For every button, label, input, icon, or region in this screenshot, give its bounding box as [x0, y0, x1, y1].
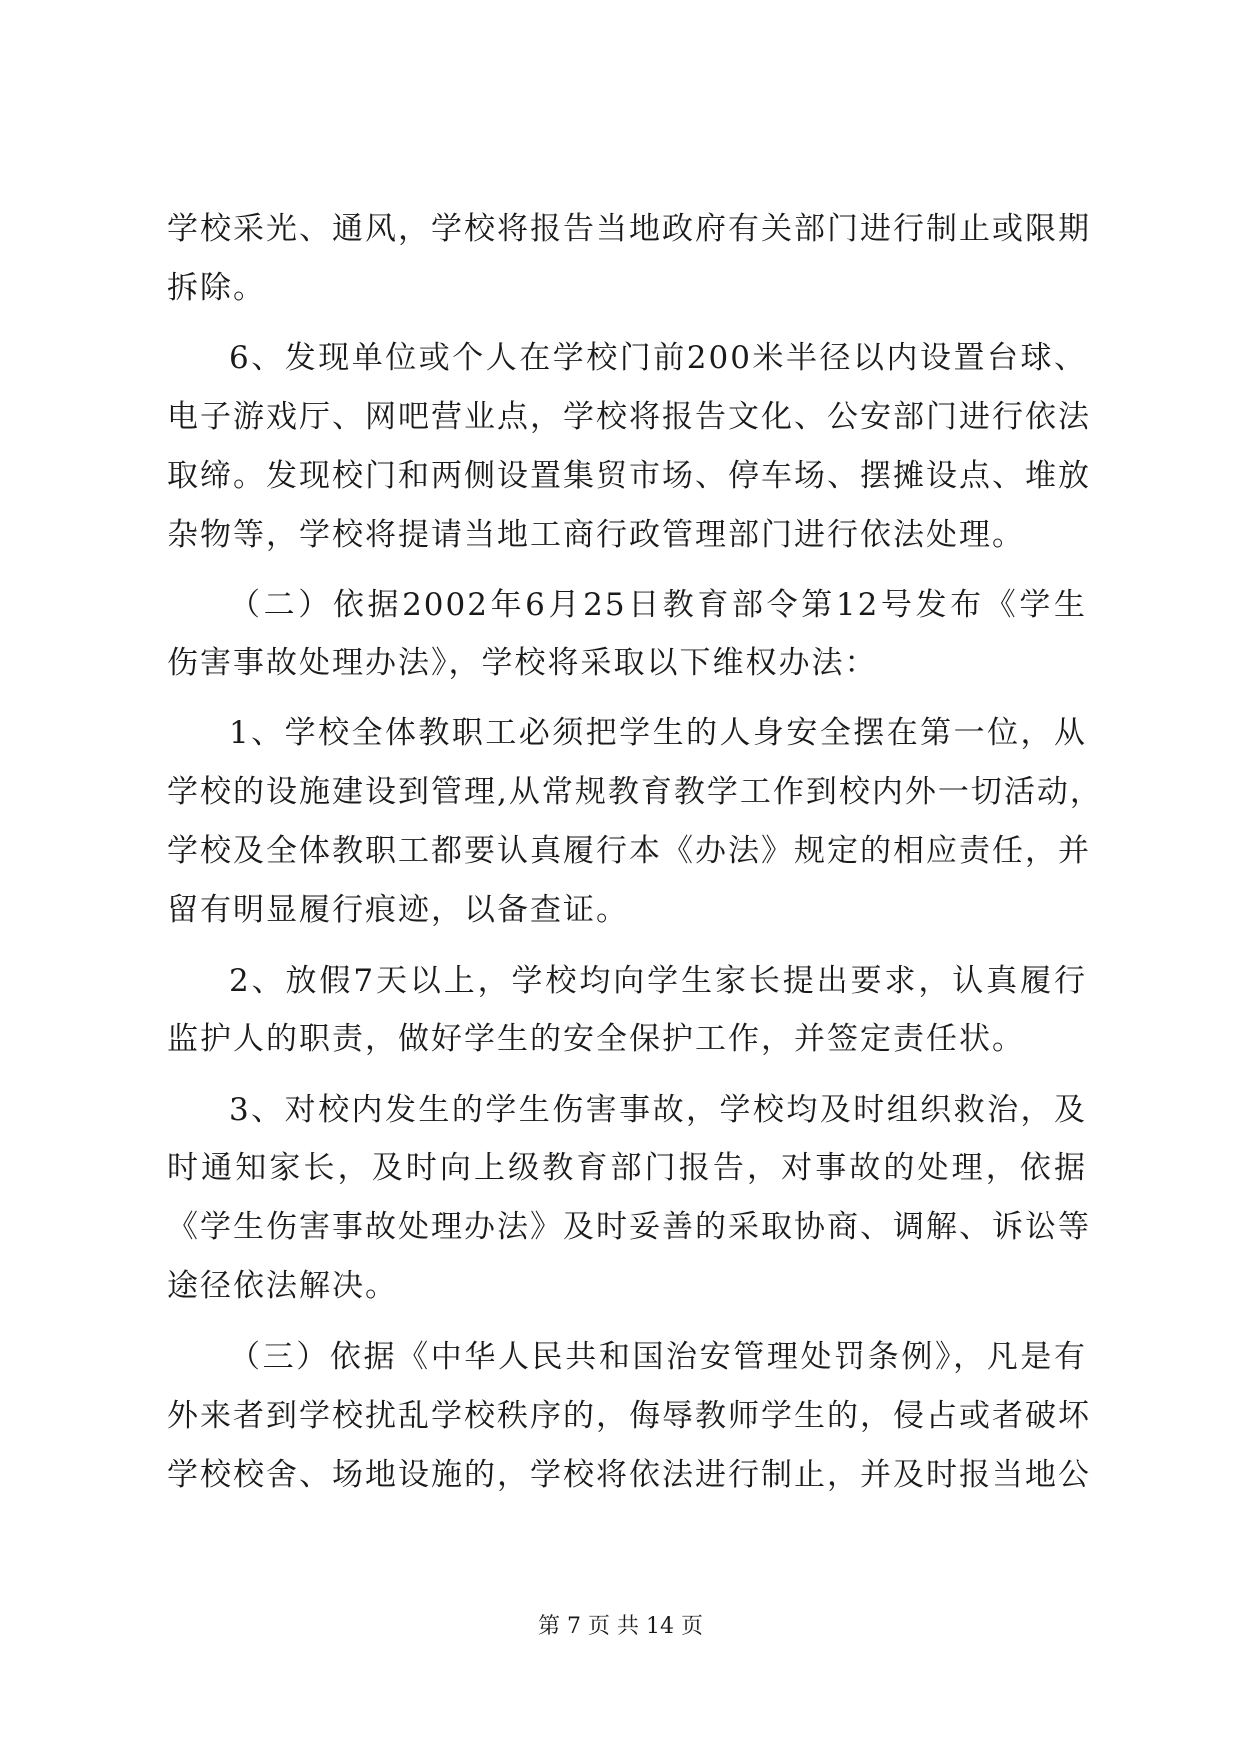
body-line-16: 时通知家长，及时向上级教育部门报告，对事故的处理，依据: [167, 1150, 1087, 1186]
body-line-21: 学校校舍、场地设施的，学校将依法进行制止，并及时报当地公: [167, 1457, 1091, 1493]
body-line-10: 学校的设施建设到管理,从常规教育教学工作到校内外一切活动，: [167, 774, 1103, 810]
body-line-14: 监护人的职责，做好学生的安全保护工作，并签定责任状。: [167, 1021, 1025, 1057]
body-line-15: 3、对校内发生的学生伤害事故，学校均及时组织救治，及: [229, 1092, 1087, 1128]
body-line-8: 伤害事故处理办法》，学校将采取以下维权办法：: [167, 645, 878, 681]
body-line-12: 留有明显履行痕迹，以备查证。: [167, 892, 629, 928]
body-line-1: 学校采光、通风，学校将报告当地政府有关部门进行制止或限期: [167, 211, 1091, 247]
body-line-20: 外来者到学校扰乱学校秩序的，侮辱教师学生的，侵占或者破坏: [167, 1398, 1091, 1434]
body-line-19: （三）依据《中华人民共和国治安管理处罚条例》，凡是有: [229, 1339, 1087, 1375]
body-line-9: 1、学校全体教职工必须把学生的人身安全摆在第一位，从: [229, 715, 1087, 751]
body-line-5: 取缔。发现校门和两侧设置集贸市场、停车场、摆摊设点、堆放: [167, 458, 1091, 494]
body-line-6: 杂物等，学校将提请当地工商行政管理部门进行依法处理。: [167, 517, 1025, 553]
body-line-13: 2、放假7天以上，学校均向学生家长提出要求，认真履行: [229, 963, 1087, 999]
body-line-2: 拆除。: [167, 270, 266, 306]
body-line-18: 途径依法解决。: [167, 1268, 398, 1304]
body-line-7: （二）依据2002年6月25日教育部令第12号发布《学生: [229, 587, 1087, 623]
body-line-11: 学校及全体教职工都要认真履行本《办法》规定的相应责任，并: [167, 833, 1091, 869]
body-line-3: 6、发现单位或个人在学校门前200米半径以内设置台球、: [229, 340, 1087, 376]
body-line-17: 《学生伤害事故处理办法》及时妥善的采取协商、调解、诉讼等: [167, 1209, 1091, 1245]
body-line-4: 电子游戏厅、网吧营业点，学校将报告文化、公安部门进行依法: [167, 399, 1091, 435]
page-number-footer: 第 7 页 共 14 页: [538, 1614, 703, 1639]
